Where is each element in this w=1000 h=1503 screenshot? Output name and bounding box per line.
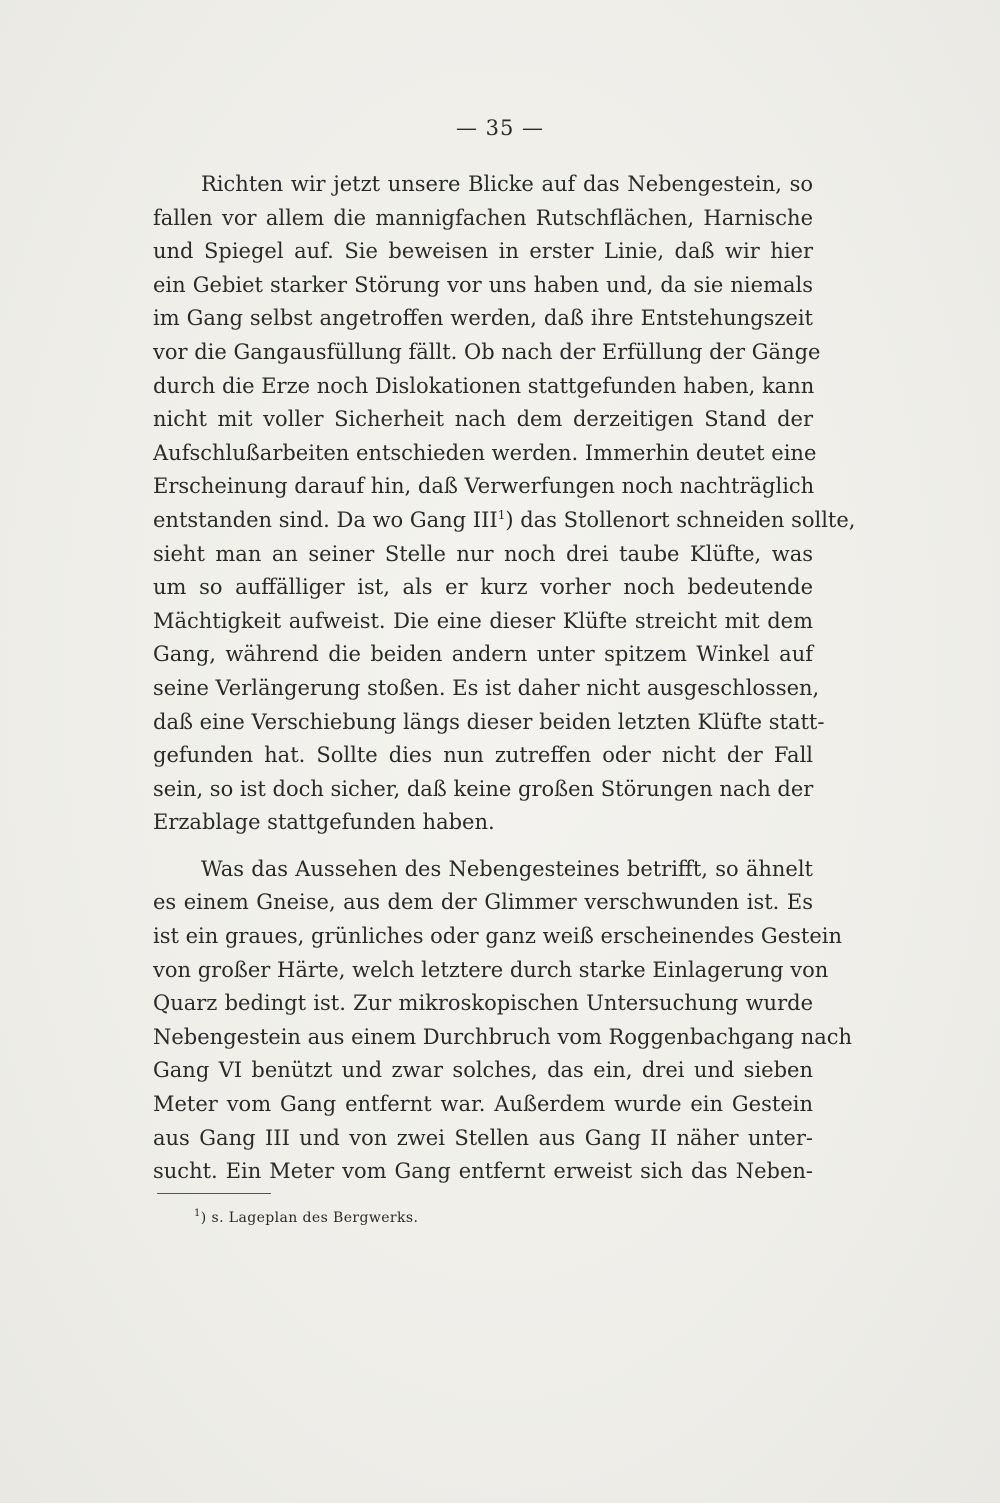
text-line: vor die Gangausfüllung fällt. Ob nach der Erfüllung der Gänge — [153, 339, 821, 364]
text-line: Was das Aussehen des Nebengesteines betrifft, so ähnelt — [201, 856, 813, 881]
text-line: aus Gang III und von zwei Stellen aus Gang II näher unter- — [153, 1125, 813, 1150]
footnote-ref: 1 — [497, 507, 506, 522]
text-line: Meter vom Gang entfernt war. Außerdem wurde ein Gestein — [153, 1092, 813, 1117]
text-line: es einem Gneise, aus dem der Glimmer verschwunden ist. Es — [153, 890, 813, 915]
text-line: ist ein graues, grünliches oder ganz weiß erscheinendes Gestein — [153, 924, 843, 949]
text-line: und Spiegel auf. Sie beweisen in erster Linie, daß wir hier — [153, 239, 813, 264]
text-line: Erscheinung darauf hin, daß Verwerfungen noch nachträglich — [153, 474, 815, 499]
text-line: Gang VI benützt und zwar solches, das ein, drei und sieben — [153, 1058, 813, 1083]
text-line: fallen vor allem die mannigfachen Rutschflächen, Harnische — [153, 205, 813, 230]
text-line: seine Verlängerung stoßen. Es ist daher nicht ausgeschlossen, — [153, 675, 820, 700]
text-line: gefunden hat. Sollte dies nun zutreffen oder nicht der Fall — [153, 743, 813, 768]
text-line: nicht mit voller Sicherheit nach dem derzeitigen Stand der — [153, 407, 813, 432]
text-line-with-footnote-ref — [153, 504, 856, 538]
text-line: sucht. Ein Meter vom Gang entfernt erweist sich das Neben- — [153, 1159, 813, 1184]
text-segment: ) das Stollenort schneiden sollte, — [505, 507, 856, 532]
text-line: durch die Erze noch Dislokationen stattgefunden haben, kann — [153, 373, 815, 398]
text-line: sieht man an seiner Stelle nur noch drei taube Klüfte, was — [153, 541, 813, 566]
text-line: Quarz bedingt ist. Zur mikroskopischen Untersuchung wurde — [153, 991, 813, 1016]
text-line: ein Gebiet starker Störung vor uns haben und, da sie niemals — [153, 272, 813, 297]
text-segment: entstanden sind. Da wo Gang III — [153, 507, 498, 532]
text-line: im Gang selbst angetroffen werden, daß ihre Entstehungszeit — [153, 306, 813, 331]
body-text — [153, 168, 856, 1189]
footnote — [194, 1210, 418, 1226]
text-line: Erzablage stattgefunden haben. — [153, 810, 495, 835]
text-line: daß eine Verschiebung längs dieser beiden letzten Klüfte statt- — [153, 709, 825, 734]
text-line: sein, so ist doch sicher, daß keine großen Störungen nach der — [153, 776, 814, 801]
paragraph-gap — [153, 840, 813, 853]
text-line: Mächtigkeit aufweist. Die eine dieser Klüfte streicht mit dem — [153, 608, 813, 633]
footnote-marker-close: ) — [200, 1210, 207, 1226]
text-line: Gang, während die beiden andern unter spitzem Winkel auf — [153, 642, 813, 667]
footnote-text: s. Lageplan des Bergwerks. — [211, 1210, 419, 1226]
footnote-rule — [157, 1193, 271, 1194]
text-line: Aufschlußarbeiten entschieden werden. Immerhin deutet eine — [153, 440, 817, 465]
text-line: um so auffälliger ist, als er kurz vorher noch bedeutende — [153, 575, 813, 600]
footnote-marker: 1 — [194, 1208, 201, 1219]
text-line: Richten wir jetzt unsere Blicke auf das Nebengestein, so — [201, 172, 813, 196]
page-number: — 35 — — [455, 116, 545, 140]
text-line: Nebengestein aus einem Durchbruch vom Roggenbachgang nach — [153, 1024, 853, 1049]
text-line: von großer Härte, welch letztere durch starke Einlagerung von — [153, 957, 829, 982]
